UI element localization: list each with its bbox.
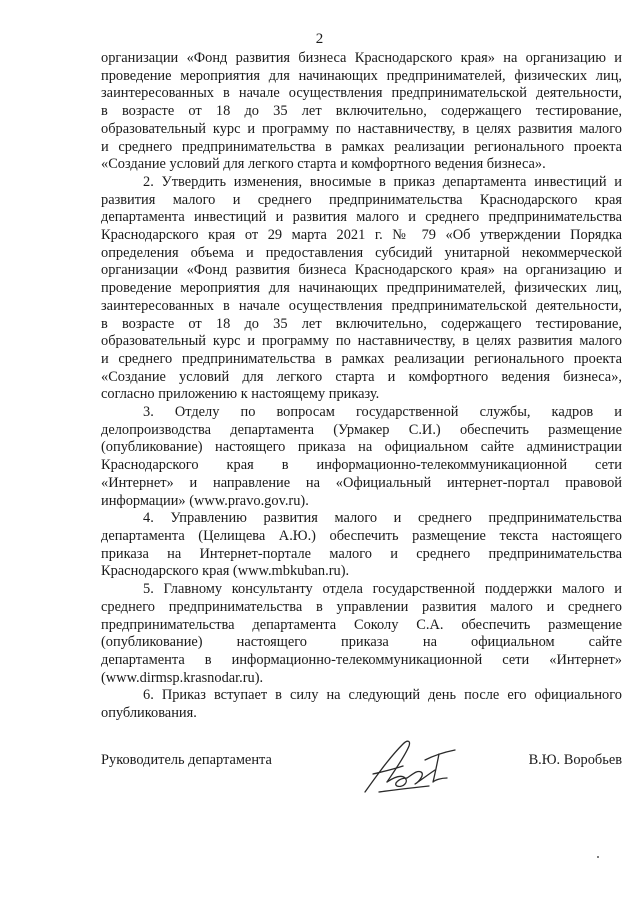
signatory-position: Руководитель департамента xyxy=(101,752,272,768)
page-number: 2 xyxy=(315,31,324,47)
text-line: образовательный курс и программу по наставничеству, в целях развития малого xyxy=(101,333,622,350)
text-line: 4. Управлению развития малого и среднего предпринимательства xyxy=(143,510,622,527)
text-line: определения объема и предоставления субсидий унитарной некоммерческой xyxy=(101,244,622,261)
paragraph-5 xyxy=(101,581,622,687)
text-line: Краснодарского края (www.mbkuban.ru). xyxy=(101,563,350,580)
text-line: образовательный курс и программу по наставничеству, в целях развития малого xyxy=(101,120,622,137)
text-line: согласно приложению к настоящему приказу. xyxy=(101,386,380,403)
document-body xyxy=(101,50,622,723)
text-line: в возрасте от 18 до 35 лет включительно, содержащего тестирование, xyxy=(101,103,622,120)
text-line: 5. Главному консультанту отдела государственной поддержки малого и xyxy=(143,581,622,598)
text-line: и среднего предпринимательства в рамках реализации регионального проекта xyxy=(101,350,622,367)
text-line: и среднего предпринимательства в рамках реализации регионального проекта xyxy=(101,138,622,155)
text-line: развития малого и среднего предпринимательства Краснодарского края xyxy=(101,191,622,208)
text-line: 3. Отделу по вопросам государственной службы, кадров и xyxy=(143,404,622,421)
text-line: приказа на Интернет-портале малого и среднего предпринимательства xyxy=(101,545,622,562)
text-line: «Интернет» и направление на «Официальный интернет-портал правовой xyxy=(101,474,622,491)
paragraph-4 xyxy=(101,510,622,581)
text-line: среднего предпринимательства в управлении развития малого и среднего xyxy=(101,598,622,615)
text-line: проведение мероприятия для начинающих предпринимателей, физических лиц, xyxy=(101,280,622,297)
text-line: «Создание условий для легкого старта и комфортного ведения бизнеса», xyxy=(101,368,622,385)
text-line: Краснодарского края от 29 марта 2021 г. № 79 «Об утверждении Порядка xyxy=(101,227,622,244)
paragraph-2 xyxy=(101,174,622,404)
text-line: Краснодарского края в информационно-телекоммуникационной сети xyxy=(101,457,622,474)
signatory-name: В.Ю. Воробьев xyxy=(528,752,622,768)
text-line: заинтересованных в начале осуществления предпринимательской деятельности, xyxy=(101,85,622,102)
text-line: (опубликование) настоящего приказа на официальном сайте администрации xyxy=(101,439,622,456)
text-line: информации» (www.pravo.gov.ru). xyxy=(101,492,309,509)
handwritten-signature xyxy=(359,734,461,798)
text-line: (www.dirmsp.krasnodar.ru). xyxy=(101,669,264,686)
text-line: 2. Утвердить изменения, вносимые в приказ департамента инвестиций и xyxy=(143,173,622,190)
text-line: 6. Приказ вступает в силу на следующий день после его официального xyxy=(143,687,622,704)
text-line: опубликования. xyxy=(101,705,197,722)
signature-block xyxy=(101,748,622,808)
text-line: департамента (Целищева А.Ю.) обеспечить размещение текста настоящего xyxy=(101,527,622,544)
text-line: департамента в информационно-телекоммуникационной сети «Интернет» xyxy=(101,651,622,668)
text-line: департамента инвестиций и развития малого и среднего предпринимательства xyxy=(101,209,622,226)
text-line: организации «Фонд развития бизнеса Краснодарского края» на организацию и xyxy=(101,262,622,279)
text-line: организации «Фонд развития бизнеса Краснодарского края» на организацию и xyxy=(101,50,622,66)
text-line: проведение мероприятия для начинающих предпринимателей, физических лиц, xyxy=(101,67,622,84)
paragraph-3 xyxy=(101,404,622,510)
text-line: (опубликование) настоящего приказа на официальном сайте xyxy=(101,634,622,651)
text-line: заинтересованных в начале осуществления предпринимательской деятельности, xyxy=(101,297,622,314)
text-line: предпринимательства департамента Соколу С.А. обеспечить размещение xyxy=(101,616,622,633)
text-line: делопроизводства департамента (Урмакер С.И.) обеспечить размещение xyxy=(101,421,622,438)
paragraph-1 xyxy=(101,50,622,174)
paragraph-6 xyxy=(101,687,622,722)
text-line: «Создание условий для легкого старта и комфортного ведения бизнеса». xyxy=(101,156,546,173)
text-line: в возрасте от 18 до 35 лет включительно, содержащего тестирование, xyxy=(101,315,622,332)
scan-speck xyxy=(597,856,599,858)
